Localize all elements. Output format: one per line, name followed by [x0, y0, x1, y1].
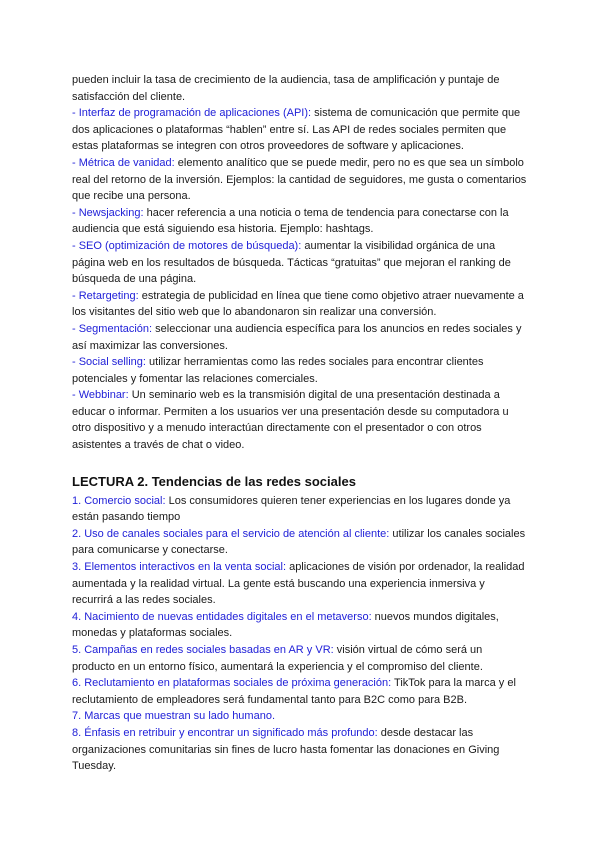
glossary-definition: sistema de comunicación que permite que dos aplicaciones o plataformas “hablen” entre sí. Las API de redes sociales permiten que estas plataformas se integren con otros proveedores de software y aplicaciones. — [72, 107, 521, 153]
glossary-definition: Un seminario web es la transmisión digital de una presentación destinada a educar o informar. Permiten a los usuarios ver una presentación desde su computadora u otro dispositivo y a menudo interactúan directamente con el presentador o con otros asistentes a través de chat o video. — [72, 389, 509, 452]
trend-item-1 — [72, 493, 528, 526]
glossary-term: - Social selling: — [72, 356, 146, 369]
glossary-definition: estrategia de publicidad en línea que tiene como objetivo atraer nuevamente a los visitantes del sitio web que lo abandonaron sin realizar una conversión. — [72, 289, 524, 319]
document-content — [72, 72, 528, 775]
trend-description: TikTok para la marca y el reclutamiento de empleadores será fundamental tanto para B2C como para B2B. — [72, 677, 516, 706]
trend-item-7 — [72, 708, 528, 725]
trend-description: aplicaciones de visión por ordenador, la realidad aumentada y la realidad virtual. La gente está buscando una experiencia inmersiva y recurrirá a las redes sociales. — [72, 561, 525, 607]
trend-item-6 — [72, 675, 528, 708]
glossary-term: - Retargeting: — [72, 289, 139, 302]
glossary-item-retargeting — [72, 288, 528, 321]
glossary-definition: elemento analítico que se puede medir, pero no es que sea un símbolo real del retorno de la inversión. Ejemplos: la cantidad de seguidores, me gusta o comentarios que recibe una persona. — [72, 156, 527, 203]
trend-description: Los consumidores quieren tener experiencias en los lugares donde ya están pasando tiempo — [72, 494, 511, 524]
trend-description: visión virtual de cómo será un producto en un entorno físico, aumentará la experiencia y el compromiso del cliente. — [72, 644, 483, 673]
trend-title: 3. Elementos interactivos en la venta social: — [72, 561, 287, 574]
glossary-item-social-selling — [72, 354, 528, 387]
glossary-item-metrica-vanidad — [72, 155, 528, 205]
trend-title: 1. Comercio social: — [72, 494, 166, 507]
trend-title: 7. Marcas que muestran su lado humano. — [72, 710, 276, 723]
trend-title: 5. Campañas en redes sociales basadas en AR y VR: — [72, 644, 334, 656]
glossary-term: - Newsjacking: — [72, 206, 144, 219]
trend-item-2 — [72, 526, 528, 559]
glossary-item-newsjacking — [72, 205, 528, 238]
glossary-item-webbinar — [72, 387, 528, 453]
glossary-term: - SEO (optimización de motores de búsqueda): — [72, 239, 302, 252]
glossary-item-api — [72, 105, 528, 155]
glossary-item-seo — [72, 238, 528, 288]
trend-item-4 — [72, 609, 528, 642]
glossary-definition: seleccionar una audiencia específica para los anuncios en redes sociales y así maximizar las conversiones. — [72, 322, 522, 352]
trend-title: 2. Uso de canales sociales para el servicio de atención al cliente: — [72, 527, 390, 540]
glossary-term: - Interfaz de programación de aplicaciones (API): — [72, 107, 312, 120]
trend-description: nuevos mundos digitales, monedas y plataformas sociales. — [72, 610, 499, 640]
section-heading: LECTURA 2. Tendencias de las redes sociales — [72, 473, 356, 489]
glossary-definition: hacer referencia a una noticia o tema de tendencia para conectarse con la audiencia que está siguiendo esa historia. Ejemplo: hashtags. — [72, 206, 509, 236]
glossary-definition: aumentar la visibilidad orgánica de una página web en los resultados de búsqueda. Tácticas “gratuitas” que mejoran el ranking de búsqueda de una página. — [72, 239, 511, 286]
trend-description: utilizar los canales sociales para comunicarse y conectarse. — [72, 527, 526, 557]
glossary-item-segmentacion — [72, 321, 528, 354]
trend-item-3 — [72, 559, 528, 609]
intro-paragraph: pueden incluir la tasa de crecimiento de la audiencia, tasa de amplificación y puntaje de satisfacción del cliente. — [72, 74, 500, 103]
glossary-term: - Segmentación: — [72, 322, 153, 335]
glossary-definition: utilizar herramientas como las redes sociales para encontrar clientes potenciales y fomentar las relaciones comerciales. — [72, 356, 484, 385]
trend-item-8 — [72, 725, 528, 775]
glossary-term: - Webbinar: — [72, 389, 129, 402]
trend-description: desde destacar las organizaciones comunitarias sin fines de lucro hasta fomentar las donaciones en Giving Tuesday. — [72, 726, 500, 773]
trend-title: 4. Nacimiento de nuevas entidades digitales en el metaverso: — [72, 610, 372, 623]
trend-title: 6. Reclutamiento en plataformas sociales de próxima generación: — [72, 677, 392, 690]
trend-item-5 — [72, 642, 528, 675]
trend-title: 8. Énfasis en retribuir y encontrar un significado más profundo: — [72, 726, 378, 739]
glossary-term: - Métrica de vanidad: — [72, 156, 175, 169]
